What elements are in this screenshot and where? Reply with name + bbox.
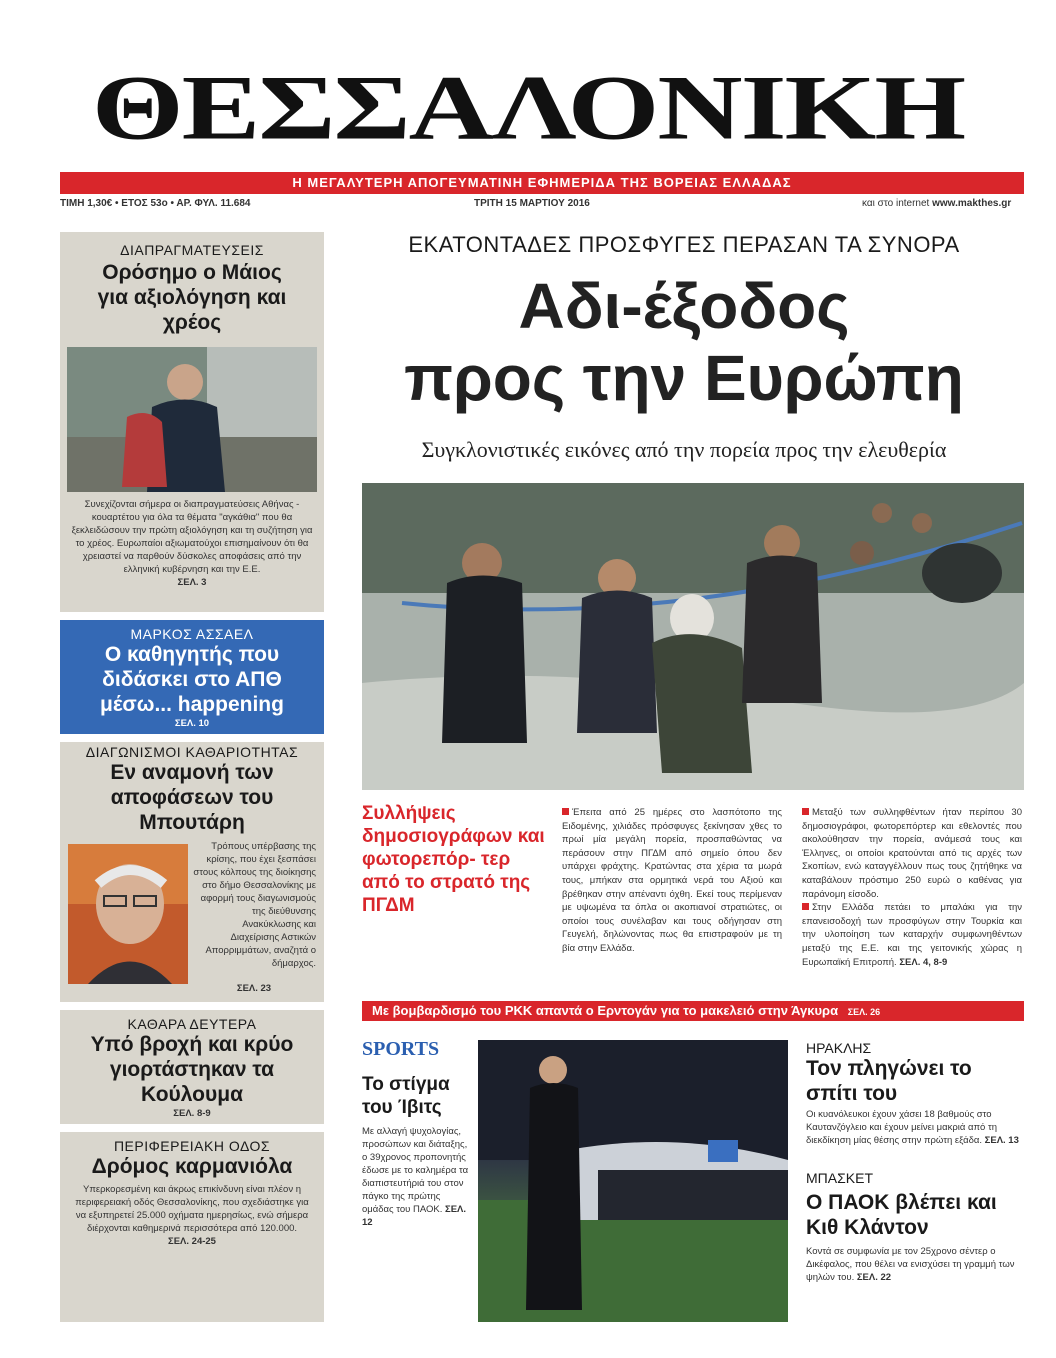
right-story-1-page: ΣΕΛ. 13 — [984, 1135, 1019, 1146]
story-text: Τρόπους υπέρβασης της κρίσης, που έχει ξεσπάσει στους κόλπους της διοίκησης στο δήμο Θεσσαλονίκης με αφορμή τους διαγωνισμούς της διεύθυνσης Ανακύκλωσης και Διαχείρισης Αστικών Απορριμμάτων, αναζητά ο δήμαρχος. — [193, 841, 316, 969]
lead-photo — [362, 483, 1024, 790]
story-text: Υπερκορεσμένη και άκρως επικίνδυνη είναι πλέον η περιφερειακή οδός Θεσσαλονίκης, που σχεδιάστηκε για να εξυπηρετεί 25.000 οχήματα ημερησίως, ενώ σήμερα διέρχονται καθημερινά περισσότερα από 120.000. — [75, 1184, 309, 1234]
right-story-2-body: Κοντά σε συμφωνία με τον 25χρονο σέντερ ο Δικέφαλος, που θέλει να ενισχύσει τη γραμμή των ψηλών του. — [806, 1246, 1015, 1283]
sports-section-tag: SPORTS — [362, 1038, 440, 1060]
sports-text — [362, 1125, 472, 1229]
sidebar-story-ring-road[interactable] — [60, 1132, 324, 1322]
issue-info: ΤΙΜΗ 1,30€ • ΕΤΟΣ 53ο • ΑΡ. ΦΥΛ. 11.684 — [60, 198, 251, 209]
story-page: ΣΕΛ. 3 — [177, 577, 207, 588]
story-headline: Ο καθηγητής που διδάσκει στο ΑΠΘ μέσω... happening — [100, 643, 284, 716]
news-strip-text: Με βομβαρδισμό του PKK απαντά ο Ερντογάν για το μακελειό στην Άγκυρα — [372, 1003, 839, 1018]
lead-column-2 — [802, 806, 1022, 969]
right-story-1-kicker: ΗΡΑΚΛΗΣ — [806, 1040, 872, 1056]
masthead-tagline: Η ΜΕΓΑΛΥΤΕΡΗ ΑΠΟΓΕΥΜΑΤΙΝΗ ΕΦΗΜΕΡΙΔΑ ΤΗΣ ΒΟΡΕΙΑΣ ΕΛΛΑΔΑΣ — [60, 172, 1024, 194]
lead-headline-line2: προς την Ευρώπη — [404, 342, 964, 414]
story-page: ΣΕΛ. 23 — [236, 983, 272, 994]
story-page: ΣΕΛ. 10 — [174, 718, 210, 729]
bullet-square — [802, 903, 809, 910]
mayor-photo — [68, 844, 188, 984]
story-page: ΣΕΛ. 8-9 — [173, 1108, 211, 1119]
story-page: ΣΕΛ. 24-25 — [168, 1236, 216, 1247]
story-kicker: ΚΑΘΑΡΑ ΔΕΥΤΕΡΑ — [127, 1016, 257, 1032]
sports-headline[interactable]: Το στίγμα του Ίβιτς — [362, 1074, 450, 1118]
river-crossing-photo — [362, 483, 1024, 790]
lead-red-headline: Συλλήψεις δημοσιογράφων και φωτορεπόρ- τερ από το στρατό της ΠΓΔΜ — [362, 803, 545, 916]
issue-date: ΤΡΙΤΗ 15 ΜΑΡΤΙΟΥ 2016 — [474, 198, 590, 209]
sports-body: Με αλλαγή ψυχολογίας, προσώπων και διάταξης, ο 39χρονος προπονητής έδωσε με το καλημέρα τα διαπιστευτήριά του στον πάγκο της πρώτης ομάδας του ΠΑΟΚ. — [362, 1126, 469, 1215]
bullet-square — [802, 808, 809, 815]
sidebar-story-clean-monday[interactable] — [60, 1010, 324, 1124]
lead-headline-line1: Αδι-έξοδος — [518, 270, 850, 342]
right-story-2-text — [806, 1245, 1024, 1284]
news-strip-page: ΣΕΛ. 26 — [847, 1007, 881, 1017]
story-headline: Εν αναμονή των αποφάσεων του Μπουτάρη — [110, 761, 274, 834]
internet-label — [862, 198, 1011, 209]
right-story-1-body: Οι κυανόλευκοι έχουν χάσει 18 βαθμούς στο Καυτανζόγλειο και έχουν μείνει μακριά από τη διεκδίκηση μίας θέσης στην πρώτη εξάδα. — [806, 1109, 998, 1146]
lead-kicker: ΕΚΑΤΟΝΤΑΔΕΣ ΠΡΟΣΦΥΓΕΣ ΠΕΡΑΣΑΝ ΤΑ ΣΥΝΟΡΑ — [408, 232, 960, 257]
right-story-1-text — [806, 1108, 1024, 1147]
internet-prefix: και στο internet — [862, 198, 930, 209]
story-photo — [67, 347, 317, 492]
minister-photo — [67, 347, 317, 492]
sports-page: ΣΕΛ. 12 — [362, 1204, 467, 1228]
coach-photo — [478, 1040, 788, 1322]
right-story-1-headline[interactable]: Τον πληγώνει το σπίτι του — [806, 1057, 972, 1105]
sidebar-story-professor[interactable] — [60, 620, 324, 734]
lead-headline[interactable] — [344, 270, 1024, 414]
sports-photo — [478, 1040, 788, 1322]
lead-column-2-text-a: Μεταξύ των συλληφθέντων ήταν περίπου 30 δημοσιογράφοι, φωτορεπόρτερ και εθελοντές που ακολούθησαν την πορεία, ανάμεσά τους και Έλληνες, οι οποίοι κρατούνται από τις αρχές των Σκοπίων, ενώ καταγγέλλουν πως τους ζητήθηκε να καταβάλουν πρόστιμο 250 ευρώ ο καθένας για παράνομη είσοδο. — [802, 807, 1022, 900]
story-kicker: ΜΑΡΚΟΣ ΑΣΣΑΕΛ — [130, 626, 254, 642]
story-text: Συνεχίζονται σήμερα οι διαπραγματεύσεις Αθήνας - κουαρτέτου για όλα τα θέματα "αγκάθια" που θα ξεκλειδώσουν την πρώτη αξιολόγηση και τη συζήτηση για το χρέος. Ευρωπαίοι αξιωματούχοι επισημαίνουν ότι θα χρειαστεί να παρθούν δύσκολες αποφάσεις από την ελληνική κυβέρνηση και την Ε.Ε. — [71, 499, 313, 575]
lead-column-2-text-b: Στην Ελλάδα πετάει το μπαλάκι για την επανεισοδοχή των προσφύγων στην Τουρκία και την υλοποίηση των καταρχήν συμφωνηθέντων μεταξύ της Ε.Ε. και της γειτονικής χώρας η Ευρωπαϊκή Επιτροπή. — [802, 902, 1022, 968]
bullet-square — [562, 808, 569, 815]
right-story-2-headline[interactable]: Ο ΠΑΟΚ βλέπει και Κιθ Κλάντον — [806, 1191, 997, 1239]
lead-column-1-text: Έπειτα από 25 ημέρες στο λασπότοπο της Ειδομένης, χιλιάδες πρόσφυγες ξεκίνησαν χθες το πρωί μία μεγάλη πορεία, προσπαθώντας να περάσουν στην ΠΓΔΜ από σημείο όπου δεν υπάρχει φράχτης. Κρατώντας στα χέρια τα μωρά τους, μπήκαν στα ορμητικά νερά του Αξιού και βρέθηκαν στην απέναντι όχθη. Εκεί τους περίμεναν με υψωμένα τα όπλα οι ακοπιανοί στρατιώτες, οι οποίοι τους συνέλαβαν και τους οδήγησαν στη Γευγελή, δηλώνοντας πως θα επιστραφούν με τη βία στην Ελλάδα. — [562, 807, 782, 954]
masthead-title: ΘΕΣΣΑΛΟΝΙΚΗ — [91, 56, 965, 159]
website-link[interactable]: www.makthes.gr — [932, 198, 1012, 209]
story-headline: Υπό βροχή και κρύο γιορτάστηκαν τα Κούλουμα — [90, 1033, 294, 1106]
sidebar-story-negotiations[interactable] — [60, 232, 324, 612]
lead-subheadline: Συγκλονιστικές εικόνες από την πορεία προς την ελευθερία — [421, 437, 947, 462]
story-kicker: ΠΕΡΙΦΕΡΕΙΑΚΗ ΟΔΟΣ — [113, 1138, 271, 1154]
lead-column-1 — [562, 806, 782, 956]
story-kicker: ΔΙΑΓΩΝΙΣΜΟΙ ΚΑΘΑΡΙΟΤΗΤΑΣ — [85, 744, 299, 760]
news-strip[interactable] — [362, 1001, 1024, 1021]
right-story-2-page: ΣΕΛ. 22 — [856, 1272, 892, 1283]
right-story-2-kicker: ΜΠΑΣΚΕΤ — [806, 1170, 873, 1186]
lead-page: ΣΕΛ. 4, 8-9 — [899, 956, 948, 968]
story-headline: Ορόσημο ο Μάιος για αξιολόγηση και χρέος — [97, 261, 287, 334]
story-headline: Δρόμος καρμανιόλα — [91, 1155, 293, 1178]
story-kicker: ΔΙΑΠΡΑΓΜΑΤΕΥΣΕΙΣ — [120, 242, 264, 258]
sidebar-story-cleaning[interactable] — [60, 742, 324, 1002]
